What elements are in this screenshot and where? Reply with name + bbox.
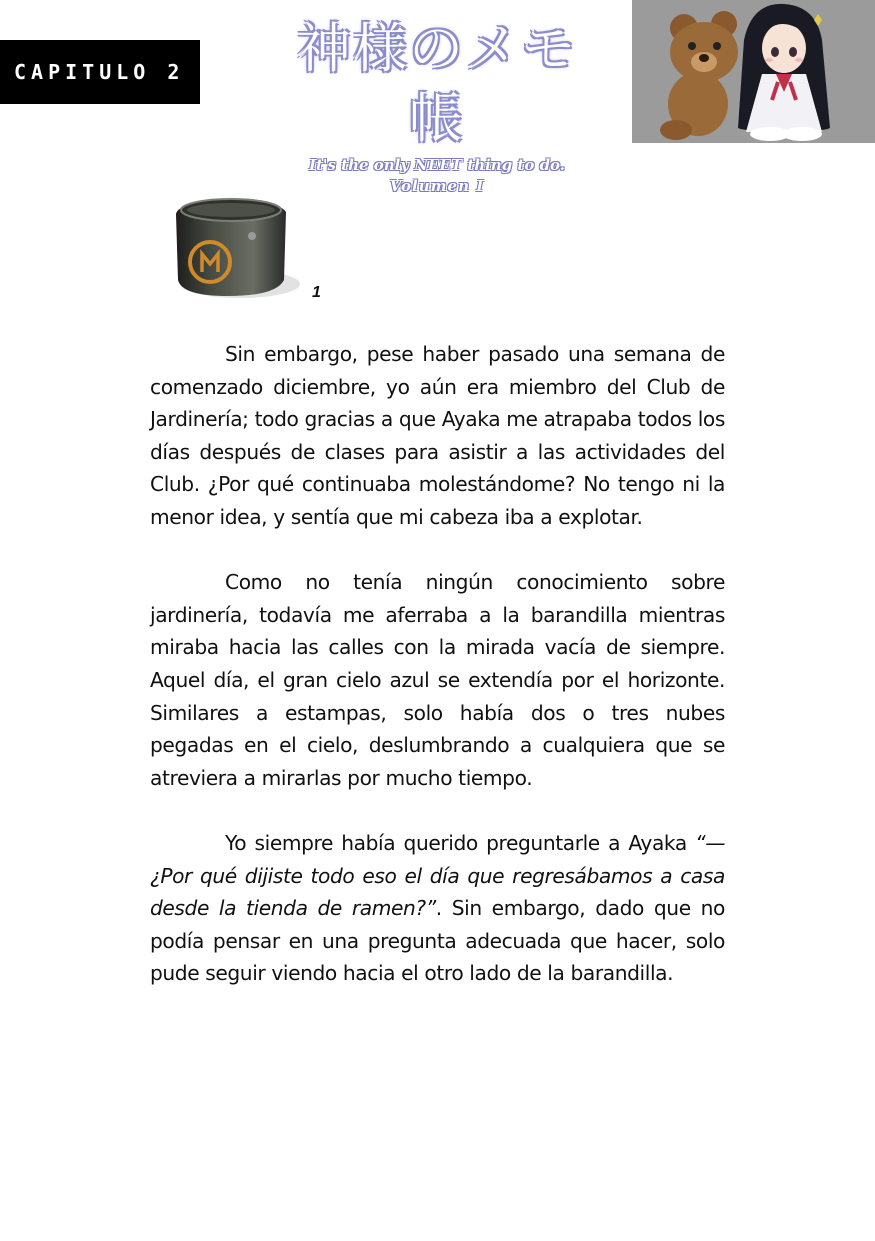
chapter-label: CAPITULO 2	[0, 40, 200, 104]
footnote-marker: 1	[312, 284, 321, 301]
paragraph-3-quote: “—¿Por qué dijiste todo eso el día que regresábamos a casa desde la tienda de ramen?”	[150, 830, 725, 921]
paragraph-3	[150, 827, 725, 990]
paragraph-3-end: . Sin embargo, dado que no podía pensar en una pregunta adecuada que hacer, solo pude seguir viendo hacia el otro lado de la barandilla.	[150, 896, 725, 986]
paragraph-2: Como no tenía ningún conocimiento sobre jardinería, todavía me aferraba a la barandilla mientras miraba hacia las calles con la mirada vacía de siempre. Aquel día, el gran cielo azul se extendía por el horizonte. Similares a estampas, solo había dos o tres nubes pegadas en el cielo, deslumbrando a cualquiera que se atreviera a mirarlas por mucho tiempo.	[150, 570, 725, 790]
gardening-club-armband-icon	[168, 192, 308, 307]
logo-title: 神様のメモ帳	[297, 17, 577, 150]
character-illustration	[632, 0, 875, 143]
logo-volume: Volumen I	[389, 177, 485, 195]
series-logo	[272, 14, 602, 195]
paragraph-3-start: Yo siempre había querido preguntarle a Ayaka	[225, 830, 696, 855]
paragraph-1: Sin embargo, pese haber pasado una semana de comenzado diciembre, yo aún era miembro del Club de Jardinería; todo gracias a que Ayaka me atrapaba todos los días después de clases para asistir a las actividades del Club. ¿Por qué continuaba molestándome? No tengo ni la menor idea, y sentía que mi cabeza iba a explotar.	[150, 342, 725, 529]
girl-with-teddy-bear-icon	[632, 0, 875, 143]
story-text	[150, 338, 725, 1022]
armband-illustration	[168, 192, 308, 307]
logo-subtitle: It's the only NEET thing to do.	[308, 156, 566, 174]
